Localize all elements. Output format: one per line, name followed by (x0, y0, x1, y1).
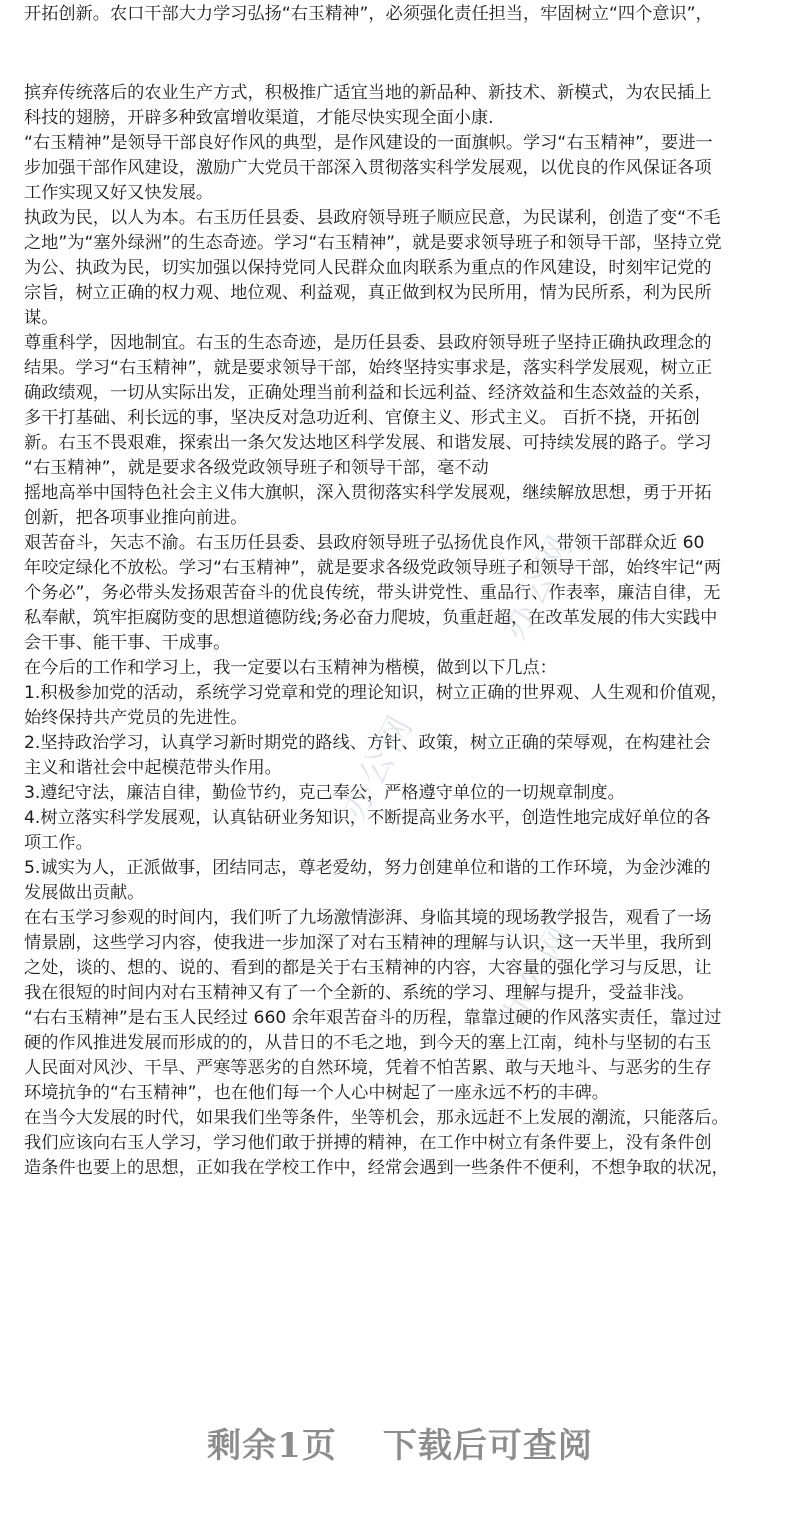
document-line: 新。右玉不畏艰难，探索出一条欠发达地区科学发展、和谐发展、可持续发展的路子。学习 (24, 433, 712, 453)
document-line: 开拓创新。农口干部大力学习弘扬“右玉精神”，必须强化责任担当，牢固树立“四个意识”， (24, 4, 713, 24)
document-line: 创新，把各项事业推向前进。 (24, 508, 248, 528)
document-line: 摈弃传统落后的农业生产方式，积极推广适宜当地的新品种、新技术、新模式，为农民插上 (24, 83, 712, 103)
document-line: 科技的翅膀，开辟多种致富增收渠道，才能尽快实现全面小康. (24, 108, 494, 128)
document-line: 为公、执政为民，切实加强以保持党同人民群众血肉联系为重点的作风建设，时刻牢记党的 (24, 258, 712, 278)
document-line: “右右玉精神”是右玉人民经过 660 余年艰苦奋斗的历程，靠靠过硬的作风落实责任，靠过过 (24, 1008, 722, 1028)
document-line: 个务必”，务必带头发扬艰苦奋斗的优良传统，带头讲党性、重品行、作表率，廉洁自律，无 (24, 583, 721, 603)
document-line: 工作实现又好又快发展。 (24, 183, 214, 203)
document-line: 我在很短的时间内对右玉精神又有了一个全新的、系统的学习、理解与提升，受益非浅。 (24, 983, 695, 1003)
document-line: 确政绩观，一切从实际出发，正确处理当前利益和长远利益、经济效益和生态效益的关系， (24, 383, 712, 403)
watermark: 办公网 (333, 706, 423, 826)
document-line: 结果。学习“右玉精神”，就是要求领导干部，始终坚持实事求是，落实科学发展观，树立正 (24, 358, 713, 378)
document-line: 步加强干部作风建设，激励广大党员干部深入贯彻落实科学发展观，以优良的作风保证各项 (24, 158, 712, 178)
document-line: 1.积极参加党的活动，系统学习党章和党的理论知识，树立正确的世界观、人生观和价值观， (24, 683, 728, 703)
document-line: 发展做出贡献。 (24, 883, 145, 903)
download-to-view-label: 下载后可查阅 (382, 1426, 593, 1466)
document-line: 多干打基础、利长远的事，坚决反对急功近利、官僚主义、形式主义。 百折不挠，开拓创 (24, 408, 700, 428)
document-line: 我们应该向右玉人学习，学习他们敢于拼搏的精神，在工作中树立有条件要上，没有条件创 (24, 1133, 712, 1153)
document-line: 年咬定绿化不放松。学习“右玉精神”，就是要求各级党政领导班子和领导干部，始终牢记“两 (24, 558, 722, 578)
document-body (24, 0, 780, 1181)
document-line: 在今后的工作和学习上，我一定要以右玉精神为楷模，做到以下几点： (24, 658, 557, 678)
document-line: 摇地高举中国特色社会主义伟大旗帜，深入贯彻落实科学发展观，继续解放思想，勇于开拓 (24, 483, 712, 503)
document-line: 在右玉学习参观的时间内，我们听了九场激情澎湃、身临其境的现场教学报告，观看了一场 (24, 908, 712, 928)
document-paragraphs (24, 81, 780, 1181)
document-line: 2.坚持政治学习，认真学习新时期党的路线、方针、政策，树立正确的荣辱观，在构建社会 (24, 733, 711, 753)
document-line: “右玉精神”是领导干部良好作风的典型，是作风建设的一面旗帜。学习“右玉精神”，要进一 (24, 133, 713, 153)
document-line: 宗旨，树立正确的权力观、地位观、利益观，真正做到权为民所用，情为民所系，利为民所 (24, 283, 712, 303)
document-line: 之地”为“塞外绿洲”的生态奇迹。学习“右玉精神”，就是要求领导班子和领导干部，坚持立党 (24, 233, 722, 253)
watermark: 办公网 (493, 916, 583, 1036)
remaining-pages-banner[interactable] (0, 1418, 800, 1467)
document-line: 私奉献，筑牢拒腐防变的思想道德防线;务必奋力爬坡，负重赶超，在改革发展的伟大实践中 (24, 608, 718, 628)
document-line: 在当今大发展的时代，如果我们坐等条件，坐等机会，那永远赶不上发展的潮流，只能落后。 (24, 1108, 729, 1128)
document-line: 艰苦奋斗，矢志不渝。右玉历任县委、县政府领导班子弘扬优良作风，带领干部群众近 60 (24, 533, 705, 553)
document-line: 项工作。 (24, 833, 93, 853)
document-line: 之处，谈的、想的、说的、看到的都是关于右玉精神的内容，大容量的强化学习与反思，让 (24, 958, 712, 978)
document-line: 主义和谐社会中起模范带头作用。 (24, 758, 282, 778)
document-line: 3.遵纪守法，廉洁自律，勤俭节约，克己奉公，严格遵守单位的一切规章制度。 (24, 783, 625, 803)
document-line: 尊重科学，因地制宜。右玉的生态奇迹，是历任县委、县政府领导班子坚持正确执政理念的 (24, 333, 712, 353)
document-line: 谋。 (24, 308, 59, 328)
document-line: 5.诚实为人，正派做事，团结同志，尊老爱幼，努力创建单位和谐的工作环境，为金沙滩的 (24, 858, 711, 878)
document-line: 人民面对风沙、干旱、严寒等恶劣的自然环境，凭着不怕苦累、敢与天地斗、与恶劣的生存 (24, 1058, 712, 1078)
document-line: 会干事、能干事、干成事。 (24, 633, 231, 653)
document-line: 执政为民，以人为本。右玉历任县委、县政府领导班子顺应民意，为民谋利，创造了变“不毛 (24, 208, 721, 228)
watermark: 办公网 (493, 526, 583, 646)
document-line: “右玉精神”，就是要求各级党政领导班子和领导干部，毫不动 (24, 458, 489, 478)
document-line: 硬的作风推进发展而形成的的，从昔日的不毛之地，到今天的塞上江南，纯朴与坚韧的右玉 (24, 1033, 712, 1053)
remaining-pages-label: 剩余1页 (207, 1426, 337, 1466)
document-line: 情景剧，这些学习内容，使我进一步加深了对右玉精神的理解与认识，这一天半里，我所到 (24, 933, 712, 953)
document-line: 4.树立落实科学发展观，认真钻研业务知识，不断提高业务水平，创造性地完成好单位的各 (24, 808, 711, 828)
document-line: 始终保持共产党员的先进性。 (24, 708, 248, 728)
document-line: 造条件也要上的思想，正如我在学校工作中，经常会遇到一些条件不便利，不想争取的状况， (24, 1158, 729, 1178)
document-line: 环境抗争的“右玉精神”，也在他们每一个人心中树起了一座永远不朽的丰碑。 (24, 1083, 609, 1103)
